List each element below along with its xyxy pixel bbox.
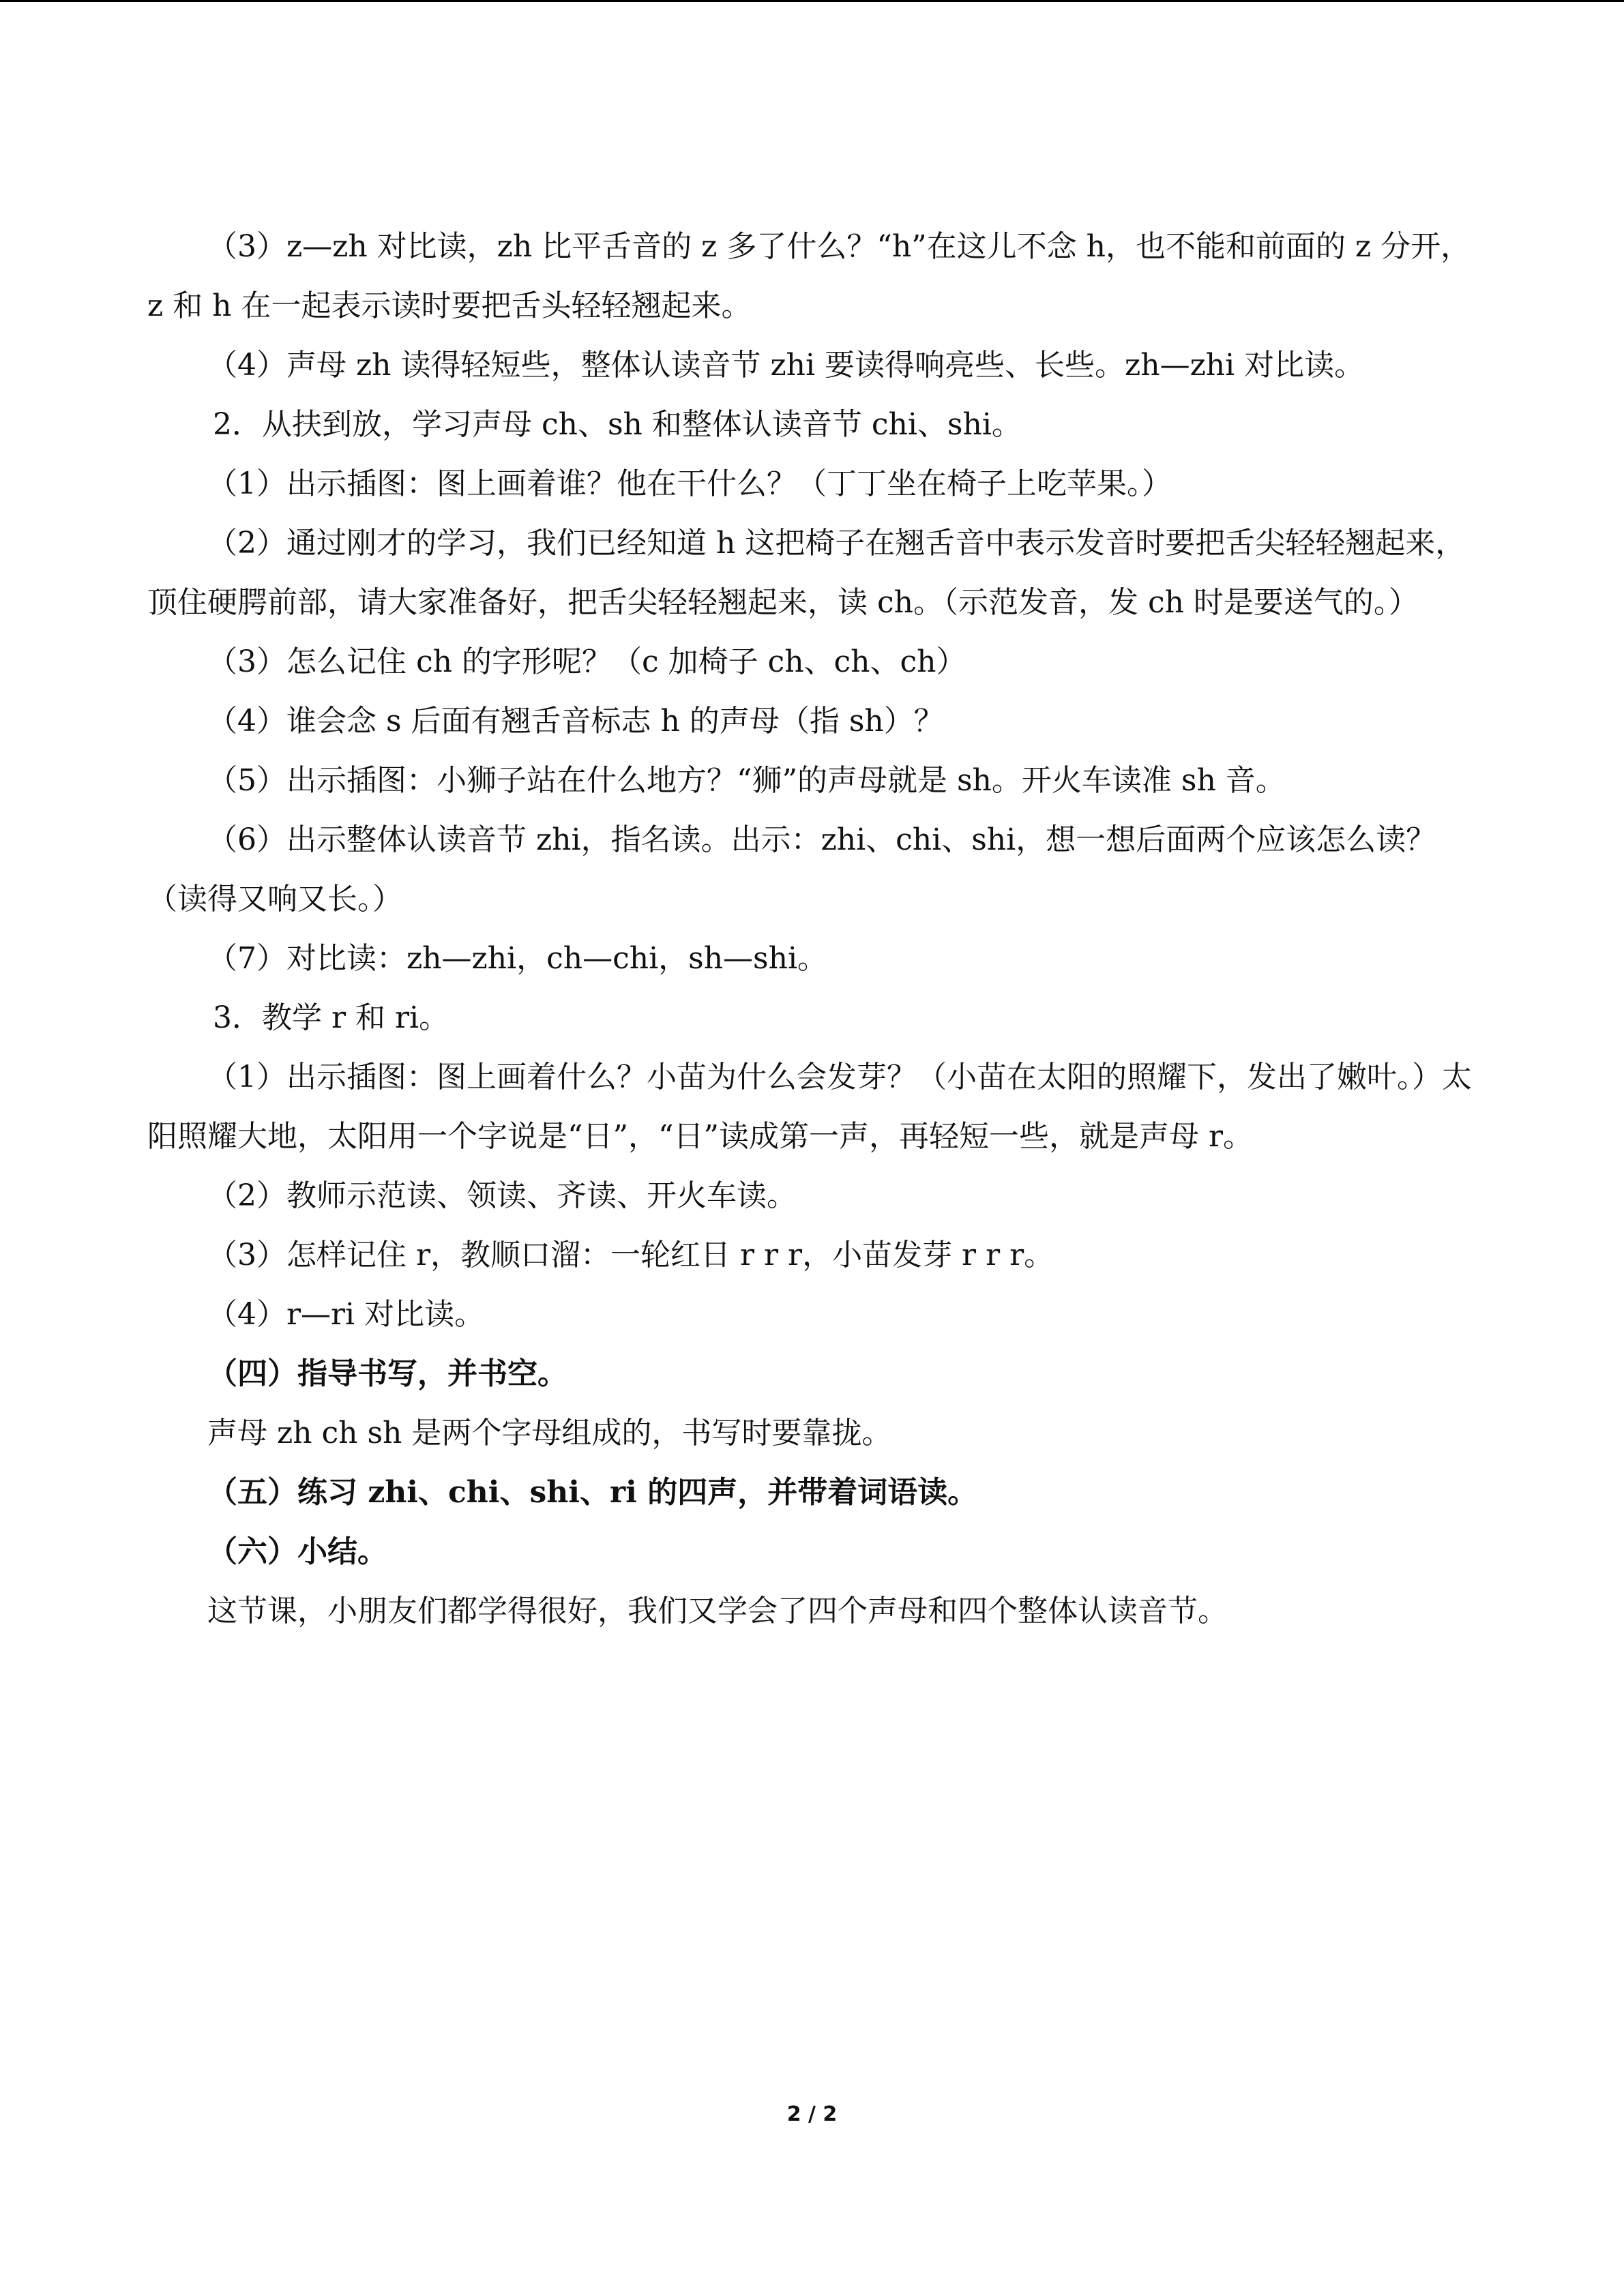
paragraph: （1）出示插图：图上画着什么？小苗为什么会发芽？（小苗在太阳的照耀下，发出了嫩叶。）太阳照耀大地，太阳用一个字说是“日”，“日”读成第一声，再轻短一些，就是声母 r。 bbox=[147, 1060, 1472, 1154]
section-heading: （五）练习 zhi、chi、shi、ri 的四声，并带着词语读。 bbox=[207, 1475, 978, 1510]
paragraph: （6）出示整体认读音节 zhi，指名读。出示：zhi、chi、shi，想一想后面两个应该怎么读？（读得又响又长。） bbox=[147, 822, 1436, 916]
paragraph: （4）谁会念 s 后面有翘舌音标志 h 的声母（指 sh）？ bbox=[207, 704, 944, 739]
paragraph: 这节课，小朋友们都学得很好，我们又学会了四个声母和四个整体认读音节。 bbox=[207, 1594, 1228, 1628]
paragraph: （4）声母 zh 读得轻短些，整体认读音节 zhi 要读得响亮些、长些。zh—zhi 对比读。 bbox=[207, 348, 1365, 383]
paragraph: （3）z—zh 对比读，zh 比平舌音的 z 多了什么？“h”在这儿不念 h，也不能和前面的 z 分开，z 和 h 在一起表示读时要把舌头轻轻翘起来。 bbox=[147, 229, 1471, 323]
paragraph: 声母 zh ch sh 是两个字母组成的，书写时要靠拢。 bbox=[207, 1416, 892, 1450]
paragraph: （1）出示插图：图上画着谁？他在干什么？（丁丁坐在椅子上吃苹果。） bbox=[207, 466, 1172, 501]
document-body bbox=[147, 217, 1477, 1641]
paragraph: （3）怎样记住 r，教顺口溜：一轮红日 r r r，小苗发芽 r r r。 bbox=[207, 1238, 1054, 1272]
section-item: 3．教学 r 和 ri。 bbox=[213, 1000, 449, 1035]
paragraph: 2．从扶到放，学习声母 ch、sh 和整体认读音节 chi、shi。 bbox=[213, 407, 1022, 442]
section-heading: （六）小结。 bbox=[207, 1534, 387, 1569]
paragraph: （2）通过刚才的学习，我们已经知道 h 这把椅子在翘舌音中表示发音时要把舌尖轻轻翘起来，顶住硬腭前部，请大家准备好，把舌尖轻轻翘起来，读 ch。（示范发音，发 ch 时是要送气的。） bbox=[147, 526, 1466, 620]
paragraph: （3）怎么记住 ch 的字形呢？（c 加椅子 ch、ch、ch） bbox=[207, 644, 966, 679]
paragraph: （7）对比读：zh—zhi，ch—chi，sh—shi。 bbox=[207, 941, 828, 976]
paragraph: （2）教师示范读、领读、齐读、开火车读。 bbox=[207, 1178, 797, 1213]
section-heading: （四）指导书写，并书空。 bbox=[207, 1356, 567, 1391]
paragraph: （5）出示插图：小狮子站在什么地方？“狮”的声母就是 sh。开火车读准 sh 音。 bbox=[207, 763, 1286, 798]
paragraph: （4）r—ri 对比读。 bbox=[207, 1297, 485, 1332]
page-top-border bbox=[0, 0, 1624, 2]
page-number: 2 / 2 bbox=[786, 2102, 838, 2126]
